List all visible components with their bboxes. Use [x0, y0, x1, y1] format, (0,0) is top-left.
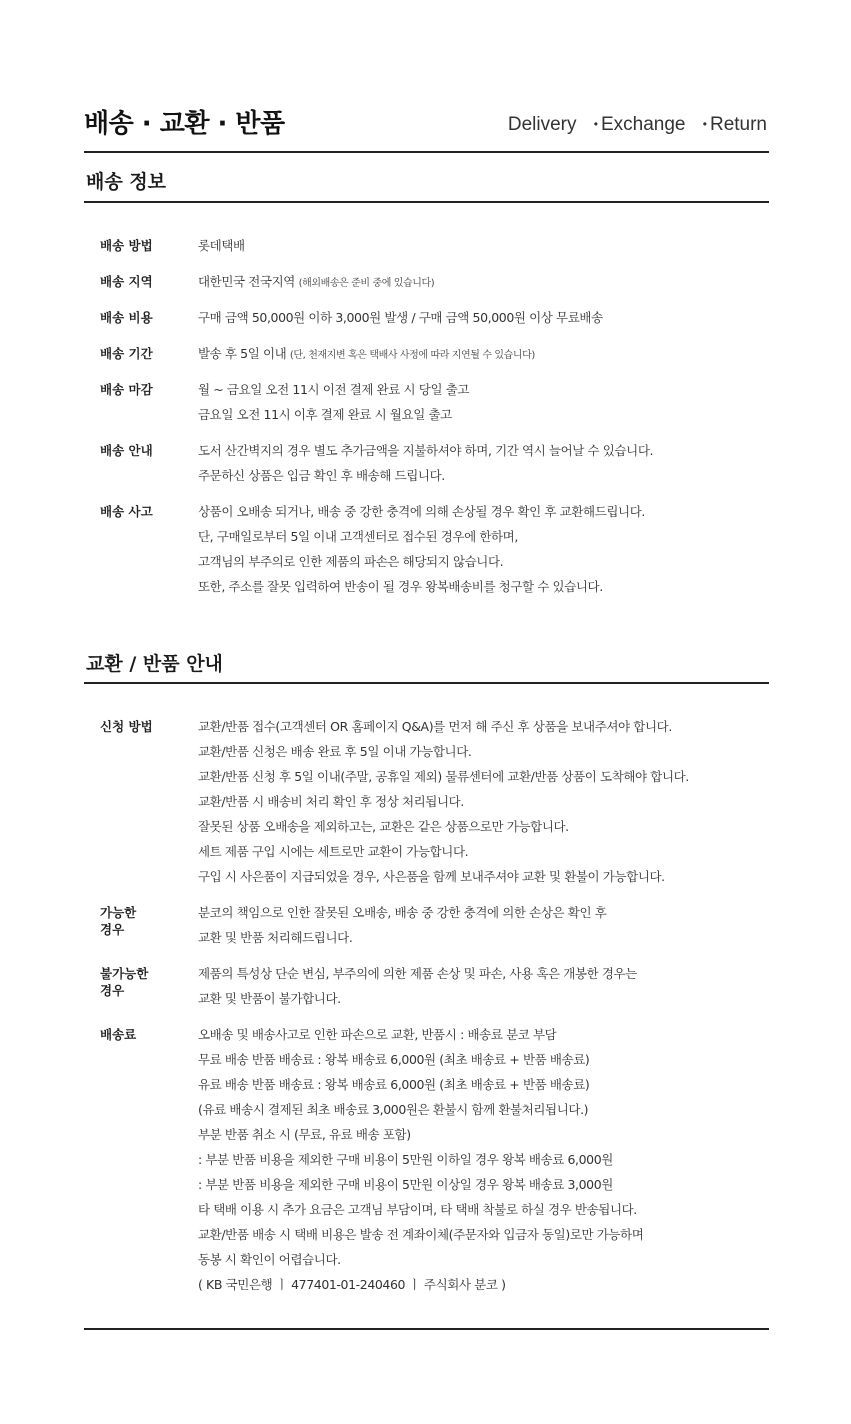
- row-value-line: [198, 1101, 768, 1126]
- row-text: 타 택배 이용 시 추가 요금은 고객님 부담이며, 타 택배 착불로 하실 경우 반송됩니다.: [198, 1202, 637, 1217]
- row-text: 교환/반품 접수(고객센터 OR 홈페이지 Q&A)를 먼저 해 주신 후 상품을 보내주셔야 합니다.: [198, 719, 672, 734]
- row-value-line: [198, 1251, 768, 1276]
- row-text: 또한, 주소를 잘못 입력하여 반송이 될 경우 왕복배송비를 청구할 수 있습니다.: [198, 579, 603, 594]
- subtitle-exchange: Exchange: [600, 114, 686, 135]
- page-subtitle: [508, 110, 767, 139]
- row-label: 배송 비용: [100, 310, 153, 325]
- section-title-delivery-info: 배송 정보: [86, 171, 167, 193]
- row-text: 발송 후 5일 이내: [198, 346, 290, 361]
- row-value: [198, 273, 768, 298]
- row-text: 교환/반품 배송 시 택배 비용은 발송 전 계좌이체(주문자와 입금자 동일)로만 가능하며: [198, 1227, 644, 1242]
- row-value-line: [198, 309, 768, 334]
- row-value-line: [198, 1151, 768, 1176]
- row-text: ( KB 국민은행 ㅣ 477401-01-240460 ㅣ 주식회사 분코 ): [198, 1277, 506, 1292]
- row-value-line: [198, 793, 768, 818]
- row-text: 교환 및 반품 처리해드립니다.: [198, 930, 353, 945]
- row-value-line: [198, 818, 768, 843]
- row-text: 유료 배송 반품 배송료 : 왕복 배송료 6,000원 (최초 배송료 + 반품 배송료): [198, 1077, 590, 1092]
- footer-divider: [84, 1328, 769, 1330]
- row-value-line: [198, 1176, 768, 1201]
- row-text: 대한민국 전국지역: [198, 274, 299, 289]
- row-value-line: [198, 743, 768, 768]
- row-value-line: [198, 503, 768, 528]
- row-value-line: [198, 273, 768, 298]
- row-value-line: [198, 345, 768, 370]
- row-label: 배송 기간: [100, 346, 153, 361]
- row-value-line: [198, 528, 768, 553]
- row-note: (단, 천재지변 혹은 택배사 사정에 따라 지연될 수 있습니다): [289, 350, 535, 361]
- row-label: 배송료: [100, 1027, 137, 1042]
- row-text: : 부분 반품 비용을 제외한 구매 비용이 5만원 이하일 경우 왕복 배송료 6,000원: [198, 1152, 613, 1167]
- row-value-line: [198, 1026, 768, 1051]
- row-value: [198, 381, 768, 431]
- row-text: (유료 배송시 결제된 최초 배송료 3,000원은 환불시 함께 환불처리됩니다.): [198, 1102, 589, 1117]
- subtitle-delivery: Delivery: [507, 114, 577, 135]
- row-value: [198, 503, 768, 603]
- row-text: 롯데택배: [198, 238, 245, 253]
- row-value-line: [198, 965, 768, 990]
- row-label: 배송 지역: [100, 274, 153, 289]
- row-value-line: [198, 578, 768, 603]
- row-value-line: [198, 1276, 768, 1301]
- row-value-line: [198, 990, 768, 1015]
- row-value-line: [198, 442, 768, 467]
- row-text: 동봉 시 확인이 어렵습니다.: [198, 1252, 341, 1267]
- row-value-line: [198, 1226, 768, 1251]
- page-title: 배송 · 교환 · 반품: [84, 109, 285, 139]
- row-text: 구매 금액 50,000원 이하 3,000원 발생 / 구매 금액 50,000원 이상 무료배송: [198, 310, 603, 325]
- row-value-line: [198, 1051, 768, 1076]
- row-text: 월 ~ 금요일 오전 11시 이전 결제 완료 시 당일 출고: [198, 382, 470, 397]
- row-label: 배송 마감: [100, 382, 153, 397]
- row-value: [198, 904, 768, 954]
- row-value: [198, 965, 768, 1015]
- row-text: 고객님의 부주의로 인한 제품의 파손은 해당되지 않습니다.: [198, 554, 504, 569]
- header-divider: [84, 151, 769, 153]
- row-text: 교환/반품 신청은 배송 완료 후 5일 이내 가능합니다.: [198, 744, 472, 759]
- row-text: 단, 구매일로부터 5일 이내 고객센터로 접수된 경우에 한하며,: [198, 529, 518, 544]
- row-text: 도서 산간벽지의 경우 별도 추가금액을 지불하셔야 하며, 기간 역시 늘어날 수 있습니다.: [198, 443, 654, 458]
- row-text: 주문하신 상품은 입금 확인 후 배송해 드립니다.: [198, 468, 445, 483]
- row-text: 금요일 오전 11시 이후 결제 완료 시 월요일 출고: [198, 407, 452, 422]
- row-label: 불가능한 경우: [100, 966, 149, 998]
- row-value-line: [198, 1201, 768, 1226]
- row-label: 배송 사고: [100, 504, 153, 519]
- section-divider: [84, 201, 769, 203]
- section-divider: [84, 682, 769, 684]
- row-value: [198, 309, 768, 334]
- row-text: 상품이 오배송 되거나, 배송 중 강한 충격에 의해 손상될 경우 확인 후 교환해드립니다.: [198, 504, 645, 519]
- row-value-line: [198, 553, 768, 578]
- subtitle-return: Return: [709, 114, 767, 135]
- row-text: 제품의 특성상 단순 변심, 부주의에 의한 제품 손상 및 파손, 사용 혹은 개봉한 경우는: [198, 966, 637, 981]
- row-value-line: [198, 718, 768, 743]
- section-title-exchange-return: 교환 / 반품 안내: [86, 653, 223, 675]
- row-value: [198, 442, 768, 492]
- subtitle-dot: •: [702, 117, 707, 131]
- row-label: 가능한 경우: [100, 905, 137, 937]
- row-value: [198, 1026, 768, 1301]
- row-text: 잘못된 상품 오배송을 제외하고는, 교환은 같은 상품으로만 가능합니다.: [198, 819, 569, 834]
- row-label: 신청 방법: [100, 719, 153, 734]
- row-value-line: [198, 237, 768, 262]
- row-text: 분코의 책임으로 인한 잘못된 오배송, 배송 중 강한 충격에 의한 손상은 확인 후: [198, 905, 607, 920]
- row-text: : 부분 반품 비용을 제외한 구매 비용이 5만원 이상일 경우 왕복 배송료 3,000원: [198, 1177, 613, 1192]
- row-value-line: [198, 1076, 768, 1101]
- row-text: 교환 및 반품이 불가합니다.: [198, 991, 341, 1006]
- row-value-line: [198, 768, 768, 793]
- row-value-line: [198, 381, 768, 406]
- page-header: [84, 104, 769, 144]
- row-value-line: [198, 904, 768, 929]
- subtitle-dot: •: [593, 117, 598, 131]
- row-text: 오배송 및 배송사고로 인한 파손으로 교환, 반품시 : 배송료 분코 부담: [198, 1027, 557, 1042]
- row-text: 교환/반품 신청 후 5일 이내(주말, 공휴일 제외) 물류센터에 교환/반품 상품이 도착해야 합니다.: [198, 769, 689, 784]
- row-text: 교환/반품 시 배송비 처리 확인 후 정상 처리됩니다.: [198, 794, 464, 809]
- row-value: [198, 718, 768, 893]
- row-value-line: [198, 467, 768, 492]
- row-value: [198, 237, 768, 262]
- row-value-line: [198, 868, 768, 893]
- row-note: (해외배송은 준비 중에 있습니다): [298, 278, 435, 289]
- row-label: 배송 방법: [100, 238, 153, 253]
- row-value-line: [198, 1126, 768, 1151]
- row-text: 부분 반품 취소 시 (무료, 유료 배송 포함): [198, 1127, 411, 1142]
- row-value-line: [198, 843, 768, 868]
- row-text: 무료 배송 반품 배송료 : 왕복 배송료 6,000원 (최초 배송료 + 반품 배송료): [198, 1052, 590, 1067]
- row-label: 배송 안내: [100, 443, 153, 458]
- row-value-line: [198, 406, 768, 431]
- row-text: 세트 제품 구입 시에는 세트로만 교환이 가능합니다.: [198, 844, 469, 859]
- row-value-line: [198, 929, 768, 954]
- row-value: [198, 345, 768, 370]
- row-text: 구입 시 사은품이 지급되었을 경우, 사은품을 함께 보내주셔야 교환 및 환불이 가능합니다.: [198, 869, 665, 884]
